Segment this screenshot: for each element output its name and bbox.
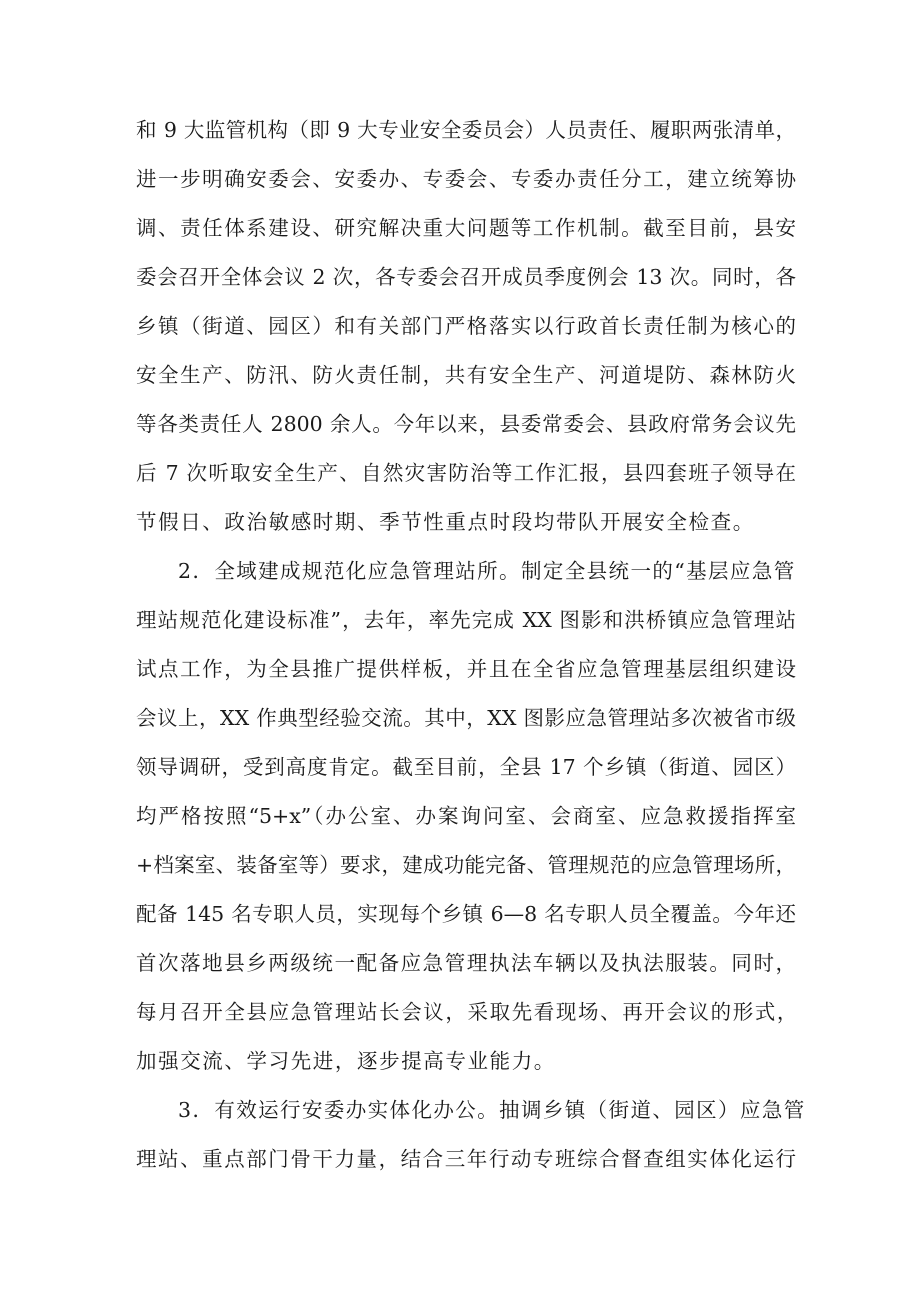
paragraph-1-line: 和 9 大监管机构（即 9 大专业安全委员会）人员责任、履职两张清单， <box>136 118 796 142</box>
paragraph-1-line: 安全生产、防汛、防火责任制，共有安全生产、河道堤防、森林防火 <box>136 363 796 387</box>
paragraph-1-line: 进一步明确安委会、安委办、专委会、专委办责任分工，建立统筹协 <box>136 167 796 191</box>
paragraph-2-heading-line: 2．全域建成规范化应急管理站所。制定全县统一的“基层应急管 <box>178 559 796 583</box>
paragraph-1-line: 等各类责任人 2800 余人。今年以来，县委常委会、县政府常务会议先 <box>136 412 796 436</box>
paragraph-2-line: 会议上，XX 作典型经验交流。其中，XX 图影应急管理站多次被省市级 <box>136 706 796 730</box>
paragraph-2-line: 均严格按照“5+x”（办公室、办案询问室、会商室、应急救援指挥室 <box>136 804 796 828</box>
paragraph-2-line: 领导调研，受到高度肯定。截至目前，全县 17 个乡镇（街道、园区） <box>136 755 796 779</box>
paragraph-2-line: 每月召开全县应急管理站长会议，采取先看现场、再开会议的形式， <box>136 1000 799 1024</box>
paragraph-1-line: 委会召开全体会议 2 次，各专委会召开成员季度例会 13 次。同时，各 <box>136 265 796 289</box>
paragraph-2-line: 配备 145 名专职人员，实现每个乡镇 6—8 名专职人员全覆盖。今年还 <box>136 902 796 926</box>
paragraph-1-line: 后 7 次听取安全生产、自然灾害防治等工作汇报，县四套班子领导在 <box>136 461 796 485</box>
paragraph-1-line: 节假日、政治敏感时期、季节性重点时段均带队开展安全检查。 <box>136 510 755 534</box>
paragraph-2-line: 理站规范化建设标准”，去年，率先完成 XX 图影和洪桥镇应急管理站 <box>136 608 796 632</box>
paragraph-2-line: 加强交流、学习先进，逐步提高专业能力。 <box>136 1049 556 1073</box>
paragraph-2-line: 首次落地县乡两级统一配备应急管理执法车辆以及执法服装。同时， <box>136 951 796 975</box>
paragraph-1-line: 调、责任体系建设、研究解决重大问题等工作机制。截至目前，县安 <box>136 216 796 240</box>
paragraph-2-line: 试点工作，为全县推广提供样板，并且在全省应急管理基层组织建设 <box>136 657 796 681</box>
paragraph-3-line: 理站、重点部门骨干力量，结合三年行动专班综合督查组实体化运行 <box>136 1147 796 1171</box>
paragraph-3-heading-line: 3．有效运行安委办实体化办公。抽调乡镇（街道、园区）应急管 <box>178 1098 806 1122</box>
paragraph-2-line: +档案室、装备室等）要求，建成功能完备、管理规范的应急管理场所， <box>136 853 796 877</box>
paragraph-1-line: 乡镇（街道、园区）和有关部门严格落实以行政首长责任制为核心的 <box>136 314 796 338</box>
